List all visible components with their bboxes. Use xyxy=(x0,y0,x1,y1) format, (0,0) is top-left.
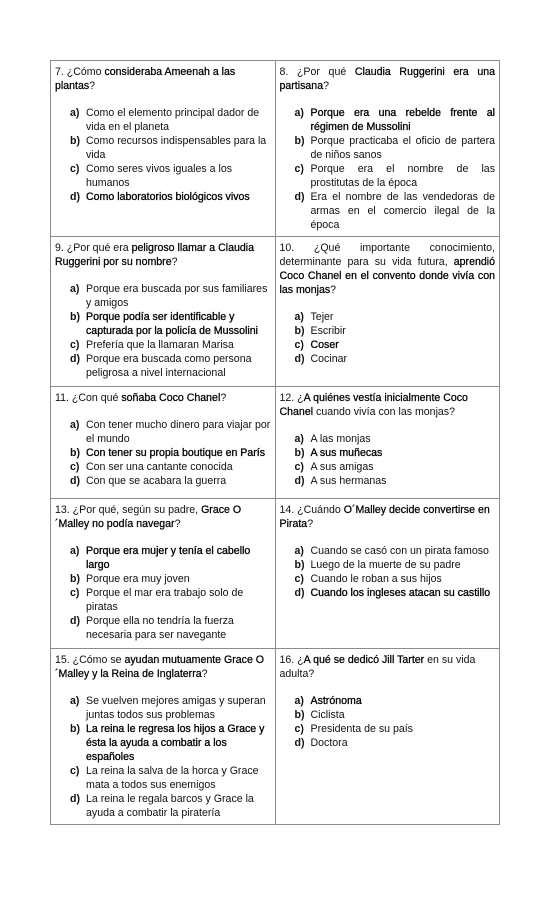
option-text: A sus amigas xyxy=(310,461,374,473)
option-text: A sus hermanas xyxy=(310,475,387,487)
option-letter: b) xyxy=(294,135,305,147)
question-post: cuando vivía con las monjas? xyxy=(313,406,455,418)
option-text: Con ser una cantante conocida xyxy=(86,461,233,473)
option-letter: a) xyxy=(70,283,80,295)
option-text: Coser xyxy=(310,339,339,351)
question-pre: 11. ¿Con qué xyxy=(55,392,122,404)
option-text: Porque el mar era trabajo solo de piratas xyxy=(86,587,244,613)
option-text: La reina le regresa los hijos a Grace y ésta la ayuda a combatir a los españoles xyxy=(86,723,265,763)
option-item xyxy=(55,162,271,190)
option-letter: a) xyxy=(70,107,80,119)
option-letter: c) xyxy=(294,573,304,585)
option-item xyxy=(55,474,271,488)
question-text xyxy=(280,391,496,419)
option-text: Con tener su propia boutique en París xyxy=(86,447,266,459)
option-letter: a) xyxy=(294,545,304,557)
option-text: Con que se acabara la guerra xyxy=(86,475,227,487)
question-pre: 9. ¿Por qué era xyxy=(55,242,132,254)
option-letter: d) xyxy=(70,353,80,365)
option-text: Prefería que la llamaran Marisa xyxy=(86,339,234,351)
option-item xyxy=(280,432,496,446)
question-text xyxy=(55,653,271,681)
option-letter: c) xyxy=(294,723,304,735)
option-list xyxy=(55,418,271,488)
option-letter: c) xyxy=(294,461,304,473)
question-cell xyxy=(275,649,500,825)
option-text: Porque era una rebelde frente al régimen de Mussolini xyxy=(310,107,495,133)
question-cell xyxy=(51,61,276,237)
question-em: A qué se dedicó Jill Tarter xyxy=(303,654,425,666)
question-post: ? xyxy=(220,392,227,404)
question-cell xyxy=(275,237,500,387)
option-text: Cuando los ingleses atacan su castillo xyxy=(310,587,491,599)
option-text: A las monjas xyxy=(310,433,371,445)
option-item xyxy=(280,558,496,572)
option-letter: a) xyxy=(294,695,304,707)
option-text: Tejer xyxy=(310,311,334,323)
option-item xyxy=(280,134,496,162)
option-item xyxy=(280,586,496,600)
option-letter: d) xyxy=(294,475,305,487)
option-list xyxy=(280,544,496,600)
option-item xyxy=(280,162,496,190)
option-letter: c) xyxy=(70,765,80,777)
option-item xyxy=(280,338,496,352)
question-pre: 13. ¿Por qué, según su padre, xyxy=(55,504,202,516)
option-text: Como el elemento principal dador de vida en el planeta xyxy=(86,107,260,133)
question-post: ? xyxy=(330,284,337,296)
option-letter: d) xyxy=(70,615,80,627)
question-em: Claudia Ruggerini era una partisana xyxy=(279,66,495,92)
question-pre: 16. ¿ xyxy=(279,654,304,666)
option-text: Porque era muy joven xyxy=(86,573,190,585)
option-item xyxy=(55,694,271,722)
option-item xyxy=(55,764,271,792)
option-letter: a) xyxy=(294,107,304,119)
option-list xyxy=(55,694,271,820)
question-em: aprendió Coco Chanel en el convento donde vivía con las monjas xyxy=(279,256,495,296)
question-text xyxy=(55,241,271,269)
question-row xyxy=(51,237,500,387)
option-item xyxy=(55,418,271,446)
option-item xyxy=(55,310,271,338)
option-text: Porque era buscada por sus familiares y amigos xyxy=(86,283,268,309)
question-text xyxy=(280,241,496,297)
quiz-table xyxy=(50,60,500,825)
option-text: Porque era buscada como persona peligrosa a nivel internacional xyxy=(86,353,252,379)
option-list xyxy=(55,544,271,642)
option-text: Porque ella no tendría la fuerza necesaria para ser navegante xyxy=(86,615,234,641)
option-item xyxy=(280,324,496,338)
option-text: Presidenta de su país xyxy=(310,723,413,735)
option-letter: d) xyxy=(294,353,305,365)
option-letter: a) xyxy=(70,695,80,707)
question-pre: 12. ¿ xyxy=(279,392,304,404)
option-text: La reina le regala barcos y Grace la ayuda a combatir la piratería xyxy=(86,793,254,819)
question-cell xyxy=(51,499,276,649)
question-em: ayudan mutuamente Grace O´Malley y la Reina de Inglaterra xyxy=(55,654,265,680)
option-item xyxy=(55,544,271,572)
question-text xyxy=(55,391,271,405)
option-list xyxy=(280,310,496,366)
option-letter: c) xyxy=(70,587,80,599)
option-item xyxy=(55,338,271,352)
question-cell xyxy=(51,649,276,825)
question-em: peligroso llamar a Claudia Ruggerini por su nombre xyxy=(55,242,255,268)
option-text: Era el nombre de las vendedoras de armas en el comercio ilegal de la época xyxy=(310,191,495,231)
question-row xyxy=(51,499,500,649)
question-em: consideraba Ameenah a las plantas xyxy=(55,66,236,92)
question-row xyxy=(51,387,500,499)
option-text: Escribir xyxy=(310,325,346,337)
option-text: Porque podía ser identificable y capturada por la policía de Mussolini xyxy=(86,311,258,337)
question-pre: 15. ¿Cómo se xyxy=(55,654,125,666)
option-letter: d) xyxy=(70,793,80,805)
option-letter: a) xyxy=(294,311,304,323)
option-item xyxy=(280,352,496,366)
option-letter: c) xyxy=(70,163,80,175)
option-list xyxy=(280,694,496,750)
option-letter: a) xyxy=(70,419,80,431)
option-text: Se vuelven mejores amigas y superan juntas todos sus problemas xyxy=(86,695,266,721)
question-cell xyxy=(275,499,500,649)
question-pre: 10. ¿Qué importante conocimiento, determinante para su vida futura, xyxy=(279,242,495,268)
question-post: ? xyxy=(307,518,314,530)
option-item xyxy=(55,106,271,134)
question-post: ? xyxy=(323,80,329,92)
option-text: Como recursos indispensables para la vida xyxy=(86,135,267,161)
option-letter: d) xyxy=(70,475,80,487)
option-letter: a) xyxy=(70,545,80,557)
question-pre: 14. ¿Cuándo xyxy=(279,504,344,516)
option-text: Con tener mucho dinero para viajar por el mundo xyxy=(86,419,271,445)
option-letter: b) xyxy=(294,325,305,337)
option-text: Como seres vivos iguales a los humanos xyxy=(86,163,233,189)
question-cell xyxy=(275,61,500,237)
question-em: O´Malley decide convertirse en Pirata xyxy=(279,504,490,530)
option-letter: b) xyxy=(70,135,80,147)
question-post: en su vida adulta? xyxy=(279,654,476,680)
option-letter: b) xyxy=(294,447,305,459)
question-cell xyxy=(51,387,276,499)
question-post: ? xyxy=(171,256,178,268)
option-item xyxy=(55,190,271,204)
question-post: ? xyxy=(89,80,96,92)
question-text xyxy=(55,65,271,93)
option-letter: c) xyxy=(70,339,80,351)
question-row xyxy=(51,61,500,237)
option-text: Porque practicaba el oficio de partera de niños sanos xyxy=(310,135,495,161)
option-text: Cocinar xyxy=(310,353,348,365)
option-text: Doctora xyxy=(310,737,348,749)
option-text: La reina la salva de la horca y Grace mata a todos sus enemigos xyxy=(86,765,259,791)
option-text: Porque era el nombre de las prostitutas de la época xyxy=(310,163,495,189)
option-text: Como laboratorios biológicos vivos xyxy=(86,191,250,203)
question-post: ? xyxy=(174,518,181,530)
option-item xyxy=(55,134,271,162)
option-text: Astrónoma xyxy=(310,695,362,707)
option-item xyxy=(280,572,496,586)
option-item xyxy=(55,572,271,586)
option-letter: b) xyxy=(70,447,80,459)
option-item xyxy=(280,446,496,460)
question-pre: 8. ¿Por qué xyxy=(279,66,355,78)
question-cell xyxy=(275,387,500,499)
option-item xyxy=(280,106,496,134)
option-text: Cuando se casó con un pirata famoso xyxy=(310,545,489,557)
option-text: A sus muñecas xyxy=(310,447,383,459)
option-item xyxy=(55,352,271,380)
option-letter: d) xyxy=(294,191,305,203)
option-item xyxy=(280,474,496,488)
option-letter: d) xyxy=(294,587,305,599)
question-text xyxy=(55,503,271,531)
option-item xyxy=(280,310,496,324)
option-letter: d) xyxy=(70,191,80,203)
option-letter: c) xyxy=(294,339,304,351)
option-item xyxy=(280,736,496,750)
option-item xyxy=(55,792,271,820)
question-text xyxy=(280,653,496,681)
option-letter: b) xyxy=(294,709,305,721)
option-letter: b) xyxy=(70,573,80,585)
option-item xyxy=(280,694,496,708)
question-em: A quiénes vestía inicialmente Coco Chanel xyxy=(279,392,468,418)
question-text xyxy=(280,65,496,93)
option-text: Luego de la muerte de su padre xyxy=(310,559,461,571)
option-item xyxy=(280,460,496,474)
question-em: soñaba Coco Chanel xyxy=(121,392,221,404)
question-text xyxy=(280,503,496,531)
question-row xyxy=(51,649,500,825)
option-item xyxy=(55,460,271,474)
option-text: Ciclista xyxy=(310,709,345,721)
option-item xyxy=(55,282,271,310)
quiz-body xyxy=(51,61,500,825)
option-item xyxy=(280,544,496,558)
question-cell xyxy=(51,237,276,387)
option-list xyxy=(280,432,496,488)
option-item xyxy=(280,190,496,232)
option-item xyxy=(280,708,496,722)
option-letter: b) xyxy=(70,723,80,735)
option-item xyxy=(280,722,496,736)
option-item xyxy=(55,614,271,642)
option-letter: d) xyxy=(294,737,305,749)
option-item xyxy=(55,446,271,460)
option-letter: c) xyxy=(70,461,80,473)
option-letter: b) xyxy=(70,311,80,323)
question-em: Grace O´Malley no podía navegar xyxy=(55,504,242,530)
option-text: Porque era mujer y tenía el cabello largo xyxy=(86,545,251,571)
question-pre: 7. ¿Cómo xyxy=(55,66,105,78)
option-letter: b) xyxy=(294,559,305,571)
option-text: Cuando le roban a sus hijos xyxy=(310,573,442,585)
option-item xyxy=(55,586,271,614)
option-list xyxy=(55,106,271,204)
option-item xyxy=(55,722,271,764)
option-letter: c) xyxy=(294,163,304,175)
option-letter: a) xyxy=(294,433,304,445)
question-post: ? xyxy=(201,668,208,680)
option-list xyxy=(280,106,496,232)
option-list xyxy=(55,282,271,380)
